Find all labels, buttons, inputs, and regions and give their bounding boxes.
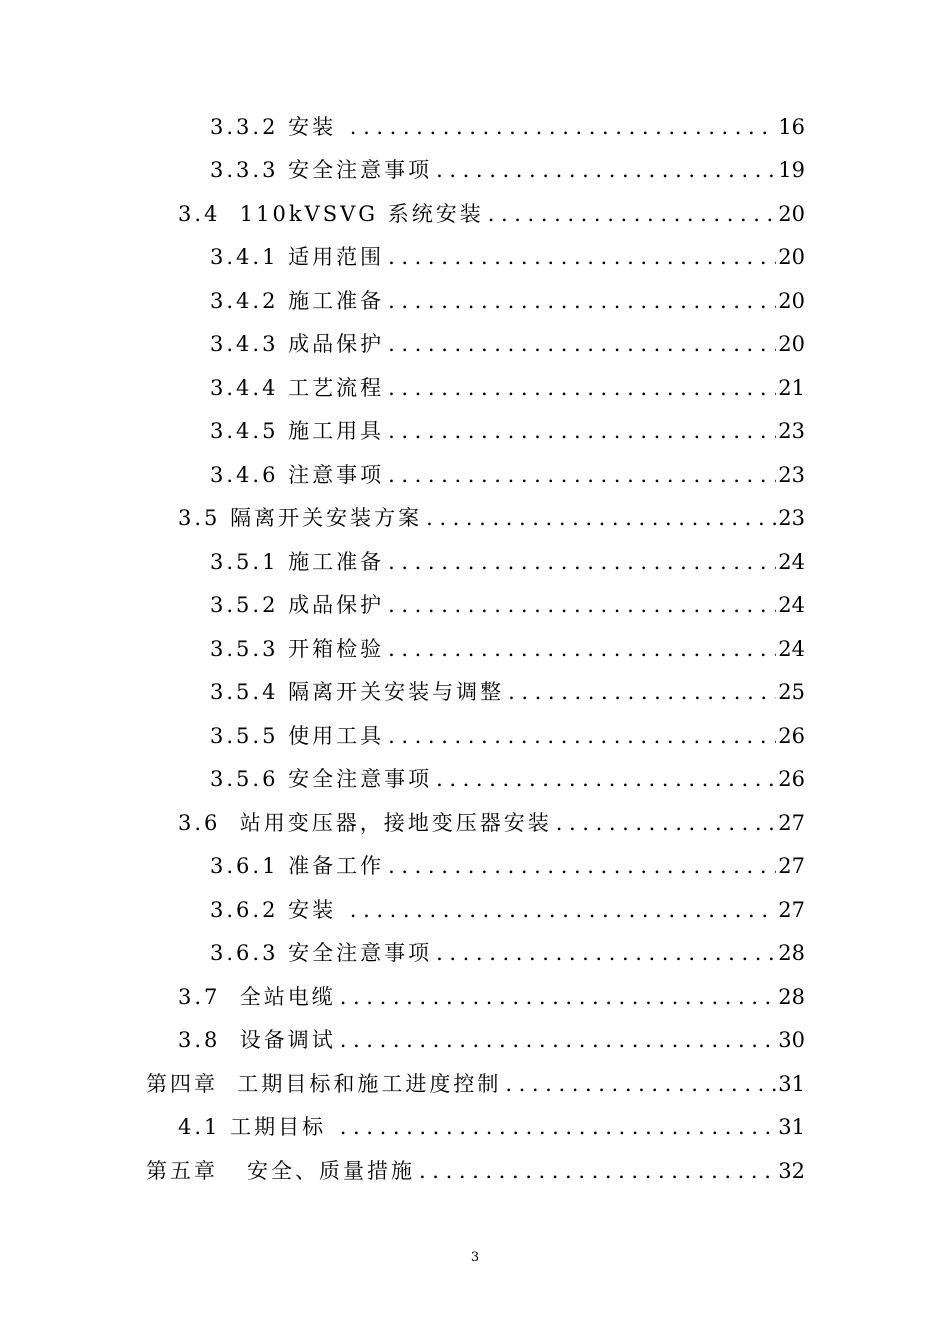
- toc-entry-3-7[interactable]: [0, 974, 950, 1018]
- toc-entry-3-6-1[interactable]: [0, 844, 950, 888]
- toc-leader-dots: [556, 811, 777, 835]
- toc-label: 第五章 安全、质量措施: [146, 1158, 416, 1183]
- toc-entry-3-3-3[interactable]: [0, 148, 950, 192]
- toc-label: 3.4.3 成品保护: [210, 332, 385, 357]
- toc-leader-dots: [340, 1115, 777, 1139]
- toc-page-number: 20: [778, 245, 805, 270]
- toc-page-number: 21: [778, 375, 805, 400]
- toc-leader-dots: [488, 202, 777, 226]
- toc-leader-dots: [436, 941, 776, 965]
- toc-label: 3.7 全站电缆: [178, 984, 336, 1009]
- toc-entry-3-6-3[interactable]: [0, 931, 950, 975]
- toc-leader-dots: [350, 115, 776, 139]
- toc-label: 3.6.2 安装: [210, 897, 346, 922]
- toc-label: 3.4.6 注意事项: [210, 462, 385, 487]
- toc-page-number: 26: [778, 767, 805, 792]
- toc-label: 3.4.1 适用范围: [210, 245, 385, 270]
- toc-leader-dots: [436, 158, 776, 182]
- toc-page-number: 19: [778, 158, 805, 183]
- toc-label: 3.5 隔离开关安装方案: [178, 506, 423, 531]
- toc-leader-dots: [388, 419, 776, 443]
- toc-entry-3-4-4[interactable]: [0, 365, 950, 409]
- toc-entry-3-5-3[interactable]: [0, 626, 950, 670]
- toc-leader-dots: [388, 593, 776, 617]
- toc-page-number: 20: [778, 288, 805, 313]
- toc-entry-3-6[interactable]: [0, 800, 950, 844]
- toc-entry-3-4-6[interactable]: [0, 452, 950, 496]
- toc-page-number: 20: [778, 201, 805, 226]
- page-number-footer: 3: [470, 1250, 480, 1265]
- toc-page-number: 23: [778, 462, 805, 487]
- toc-entry-3-5-5[interactable]: [0, 713, 950, 757]
- toc-entry-3-5-6[interactable]: [0, 757, 950, 801]
- toc-leader-dots: [388, 854, 776, 878]
- toc-page-number: 31: [778, 1071, 805, 1096]
- toc-label: 3.6.1 准备工作: [210, 854, 385, 879]
- toc-leader-dots: [340, 1028, 777, 1052]
- toc-leader-dots: [388, 550, 776, 574]
- toc-leader-dots: [388, 637, 776, 661]
- table-of-contents: [0, 104, 950, 1192]
- toc-page-number: 23: [778, 419, 805, 444]
- toc-label: 4.1 工期目标: [178, 1115, 336, 1140]
- toc-entry-3-6-2[interactable]: [0, 887, 950, 931]
- toc-leader-dots: [388, 245, 776, 269]
- toc-leader-dots: [436, 767, 776, 791]
- toc-leader-dots: [388, 332, 776, 356]
- toc-leader-dots: [508, 680, 776, 704]
- toc-label: 3.4.4 工艺流程: [210, 375, 385, 400]
- toc-label: 第四章 工期目标和施工进度控制: [146, 1071, 502, 1096]
- toc-entry-3-4-1[interactable]: [0, 235, 950, 279]
- toc-leader-dots: [388, 463, 776, 487]
- toc-label: 3.6.3 安全注意事项: [210, 941, 433, 966]
- toc-label: 3.5.6 安全注意事项: [210, 767, 433, 792]
- toc-page-number: 27: [778, 897, 805, 922]
- toc-page-number: 16: [778, 114, 805, 139]
- toc-entry-3-3-2[interactable]: [0, 104, 950, 148]
- toc-page-number: 24: [778, 549, 805, 574]
- toc-leader-dots: [350, 898, 776, 922]
- toc-label: 3.5.2 成品保护: [210, 593, 385, 618]
- toc-page-number: 26: [778, 723, 805, 748]
- toc-page-number: 23: [778, 506, 805, 531]
- toc-leader-dots: [388, 376, 776, 400]
- toc-entry-4-1[interactable]: [0, 1105, 950, 1149]
- toc-page-number: 25: [778, 680, 805, 705]
- toc-label: 3.5.3 开箱检验: [210, 636, 385, 661]
- toc-page-number: 27: [778, 854, 805, 879]
- toc-entry-3-8[interactable]: [0, 1018, 950, 1062]
- toc-label: 3.3.3 安全注意事项: [210, 158, 433, 183]
- toc-label: 3.4.2 施工准备: [210, 288, 385, 313]
- toc-page-number: 24: [778, 593, 805, 618]
- toc-leader-dots: [340, 985, 777, 1009]
- toc-page-number: 31: [778, 1115, 805, 1140]
- toc-leader-dots: [426, 506, 776, 530]
- toc-entry-3-4-5[interactable]: [0, 409, 950, 453]
- toc-entry-3-5-2[interactable]: [0, 583, 950, 627]
- toc-label: 3.4 110kVSVG 系统安装: [178, 201, 484, 226]
- toc-label: 3.5.1 施工准备: [210, 549, 385, 574]
- toc-leader-dots: [419, 1159, 776, 1183]
- toc-page-number: 20: [778, 332, 805, 357]
- toc-label: 3.8 设备调试: [178, 1028, 336, 1053]
- toc-label: 3.6 站用变压器，接地变压器安装: [178, 810, 552, 835]
- toc-leader-dots: [388, 724, 776, 748]
- toc-entry-3-5[interactable]: [0, 496, 950, 540]
- toc-entry-3-5-4[interactable]: [0, 670, 950, 714]
- toc-label: 3.4.5 施工用具: [210, 419, 385, 444]
- toc-label: 3.5.5 使用工具: [210, 723, 385, 748]
- toc-leader-dots: [505, 1072, 776, 1096]
- toc-page-number: 27: [778, 810, 805, 835]
- toc-entry-3-4[interactable]: [0, 191, 950, 235]
- toc-label: 3.5.4 隔离开关安装与调整: [210, 680, 505, 705]
- toc-entry-chapter-5[interactable]: [0, 1148, 950, 1192]
- toc-page-number: 30: [778, 1028, 805, 1053]
- toc-entry-chapter-4[interactable]: [0, 1061, 950, 1105]
- toc-label: 3.3.2 安装: [210, 114, 346, 139]
- toc-entry-3-4-2[interactable]: [0, 278, 950, 322]
- toc-page-number: 32: [778, 1158, 805, 1183]
- toc-entry-3-5-1[interactable]: [0, 539, 950, 583]
- toc-page-number: 28: [778, 941, 805, 966]
- toc-page-number: 24: [778, 636, 805, 661]
- toc-page-number: 28: [778, 984, 805, 1009]
- toc-leader-dots: [388, 289, 776, 313]
- toc-entry-3-4-3[interactable]: [0, 322, 950, 366]
